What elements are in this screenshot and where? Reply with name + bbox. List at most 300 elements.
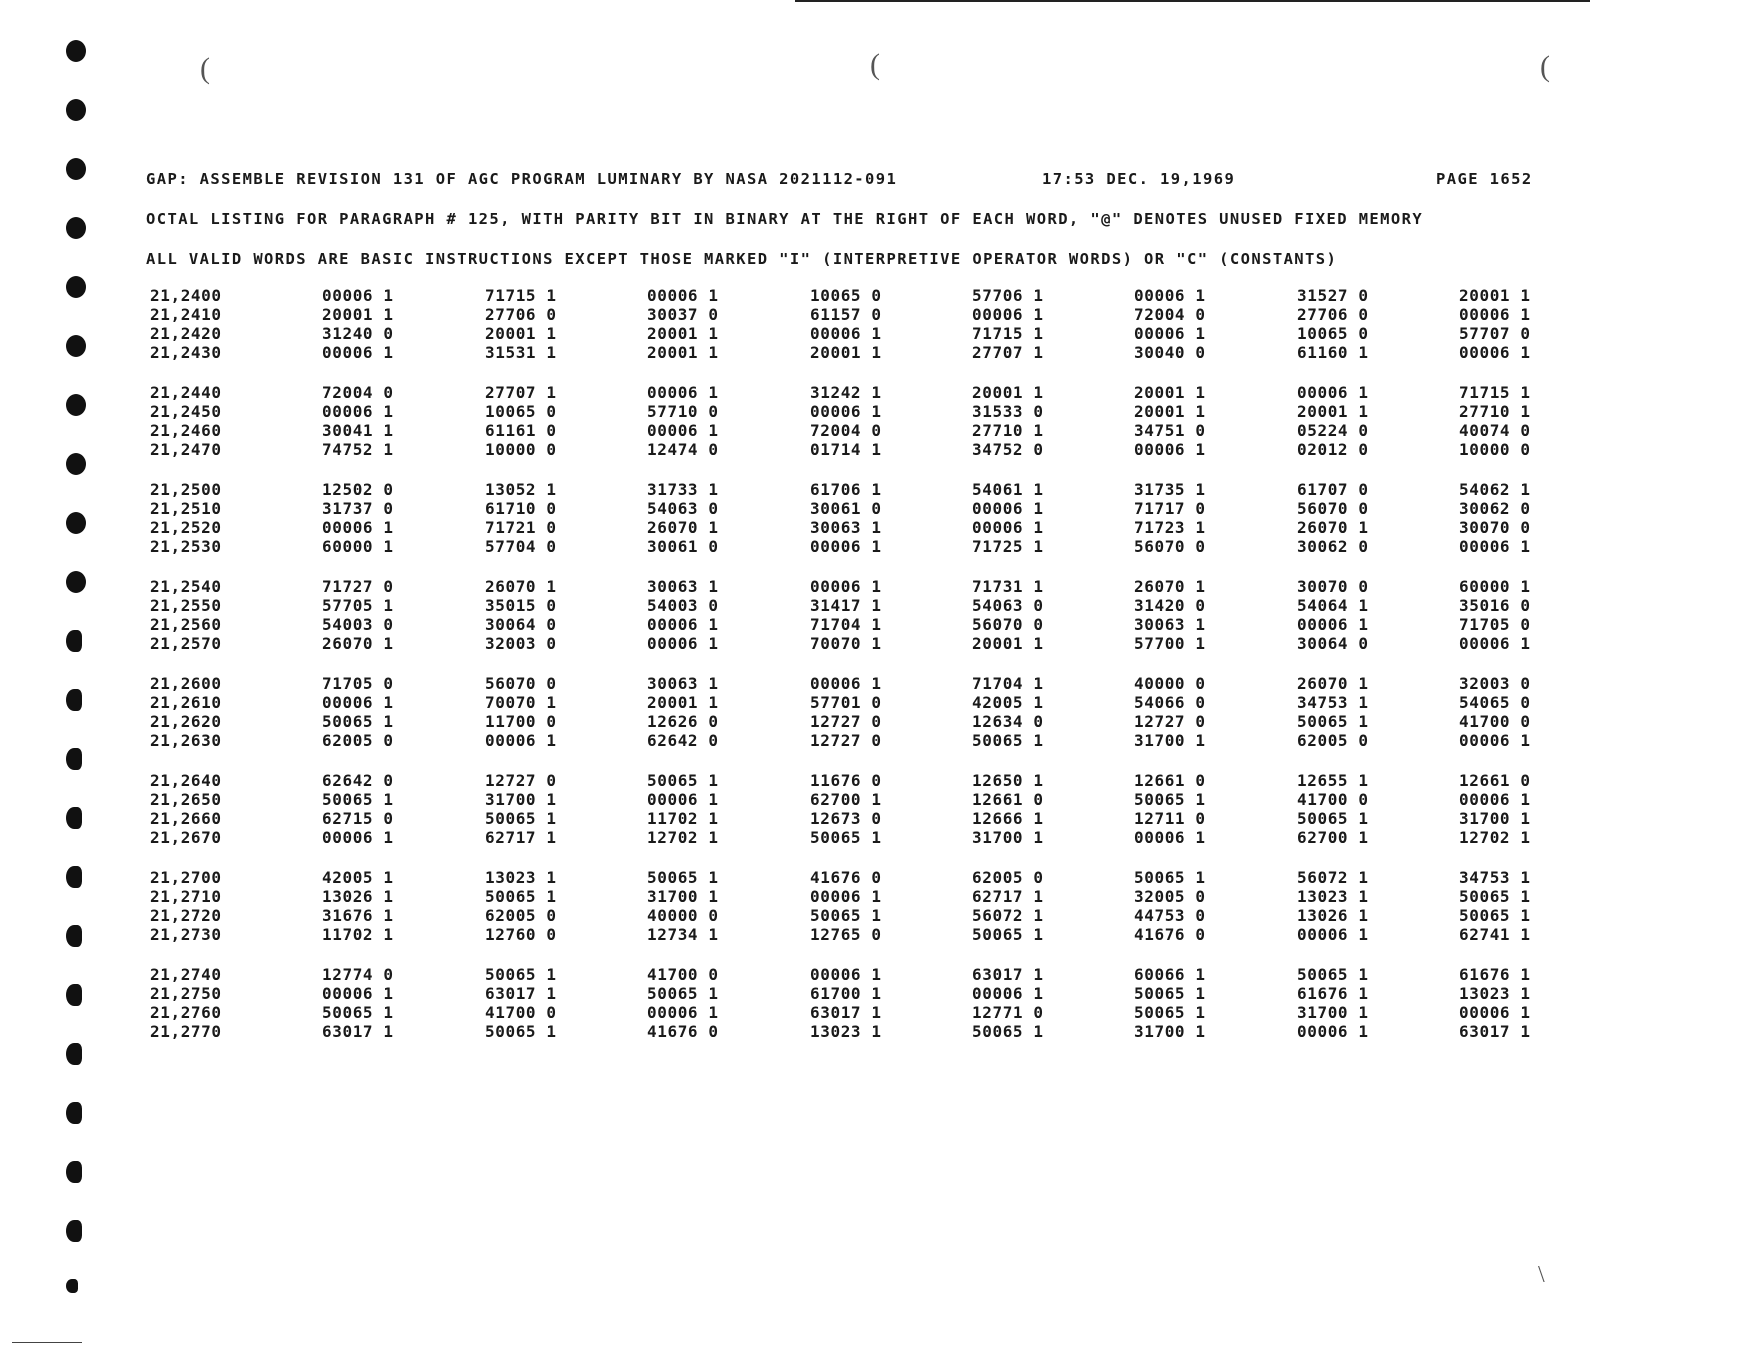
- octal-word: 50065 1: [322, 712, 394, 731]
- memory-address: 21,2650: [150, 790, 222, 809]
- feed-hole: [66, 1043, 82, 1065]
- octal-word: 62005 0: [485, 906, 557, 925]
- octal-word: 60000 1: [1459, 577, 1531, 596]
- feed-hole: [66, 512, 86, 534]
- octal-word: 00006 1: [1134, 324, 1206, 343]
- octal-word: 71704 1: [972, 674, 1044, 693]
- octal-word: 10065 0: [1297, 324, 1369, 343]
- octal-word: 34753 1: [1297, 693, 1369, 712]
- listing-row: [148, 809, 1568, 828]
- octal-word: 12650 1: [972, 771, 1044, 790]
- octal-word: 50065 1: [1297, 965, 1369, 984]
- memory-address: 21,2510: [150, 499, 222, 518]
- octal-word: 00006 1: [1459, 343, 1531, 362]
- octal-word: 61676 1: [1459, 965, 1531, 984]
- octal-word: 30040 0: [1134, 343, 1206, 362]
- octal-word: 50065 1: [1459, 887, 1531, 906]
- assembly-timestamp: 17:53 DEC. 19,1969: [1042, 170, 1236, 188]
- octal-word: 26070 1: [1134, 577, 1206, 596]
- octal-word: 50065 1: [1297, 712, 1369, 731]
- memory-address: 21,2450: [150, 402, 222, 421]
- octal-word: 30064 0: [1297, 634, 1369, 653]
- memory-address: 21,2700: [150, 868, 222, 887]
- octal-word: 71715 1: [972, 324, 1044, 343]
- memory-address: 21,2550: [150, 596, 222, 615]
- octal-word: 00006 1: [1459, 731, 1531, 750]
- octal-word: 00006 1: [1297, 1022, 1369, 1041]
- header-line-3: ALL VALID WORDS ARE BASIC INSTRUCTIONS EXCEPT THOSE MARKED "I" (INTERPRETIVE OPERATOR WORDS) OR "C" (CONSTANTS): [146, 250, 1338, 268]
- octal-word: 54063 0: [972, 596, 1044, 615]
- octal-word: 50065 1: [810, 828, 882, 847]
- listing-block: [148, 674, 1568, 771]
- feed-hole: [66, 1161, 82, 1183]
- octal-word: 20001 1: [1134, 402, 1206, 421]
- feed-hole: [66, 571, 86, 593]
- feed-hole: [66, 748, 82, 770]
- octal-word: 62700 1: [1297, 828, 1369, 847]
- octal-word: 30063 1: [647, 674, 719, 693]
- octal-word: 71727 0: [322, 577, 394, 596]
- octal-word: 05224 0: [1297, 421, 1369, 440]
- octal-word: 00006 1: [322, 402, 394, 421]
- octal-word: 62741 1: [1459, 925, 1531, 944]
- octal-word: 00006 1: [1459, 1003, 1531, 1022]
- octal-word: 41676 0: [647, 1022, 719, 1041]
- octal-word: 72004 0: [322, 383, 394, 402]
- listing-row: [148, 383, 1568, 402]
- octal-word: 10000 0: [1459, 440, 1531, 459]
- memory-address: 21,2760: [150, 1003, 222, 1022]
- octal-word: 34751 0: [1134, 421, 1206, 440]
- octal-word: 20001 1: [322, 305, 394, 324]
- octal-word: 00006 1: [647, 421, 719, 440]
- octal-word: 40000 0: [1134, 674, 1206, 693]
- paper-mark: (: [200, 52, 210, 85]
- listing-row: [148, 440, 1568, 459]
- octal-word: 57706 1: [972, 286, 1044, 305]
- listing-row: [148, 634, 1568, 653]
- octal-word: 30063 1: [1134, 615, 1206, 634]
- top-rule: [795, 0, 1590, 2]
- octal-listing: [148, 286, 1568, 1062]
- octal-word: 31700 1: [1297, 1003, 1369, 1022]
- octal-word: 20001 1: [647, 343, 719, 362]
- memory-address: 21,2420: [150, 324, 222, 343]
- octal-word: 71705 0: [322, 674, 394, 693]
- octal-word: 00006 1: [1459, 305, 1531, 324]
- octal-word: 31531 1: [485, 343, 557, 362]
- octal-word: 30061 0: [647, 537, 719, 556]
- listing-block: [148, 480, 1568, 577]
- octal-word: 57704 0: [485, 537, 557, 556]
- octal-word: 54064 1: [1297, 596, 1369, 615]
- octal-word: 11702 1: [647, 809, 719, 828]
- feed-hole: [66, 925, 82, 947]
- octal-word: 26070 1: [647, 518, 719, 537]
- octal-word: 30062 0: [1297, 537, 1369, 556]
- octal-word: 00006 1: [1459, 537, 1531, 556]
- octal-word: 61157 0: [810, 305, 882, 324]
- octal-word: 13023 1: [810, 1022, 882, 1041]
- octal-word: 50065 1: [972, 1022, 1044, 1041]
- listing-row: [148, 480, 1568, 499]
- octal-word: 41700 0: [647, 965, 719, 984]
- octal-word: 56070 0: [1134, 537, 1206, 556]
- octal-word: 41676 0: [810, 868, 882, 887]
- octal-word: 71704 1: [810, 615, 882, 634]
- listing-block: [148, 286, 1568, 383]
- octal-word: 12673 0: [810, 809, 882, 828]
- paper-mark: \: [1538, 1262, 1545, 1288]
- octal-word: 11702 1: [322, 925, 394, 944]
- octal-word: 62717 1: [485, 828, 557, 847]
- feed-hole: [66, 1220, 82, 1242]
- octal-word: 34752 0: [972, 440, 1044, 459]
- octal-word: 12711 0: [1134, 809, 1206, 828]
- octal-word: 50065 1: [647, 771, 719, 790]
- octal-word: 31700 1: [1459, 809, 1531, 828]
- octal-word: 31676 1: [322, 906, 394, 925]
- octal-word: 61710 0: [485, 499, 557, 518]
- listing-row: [148, 577, 1568, 596]
- bottom-rule: [12, 1342, 82, 1343]
- octal-word: 57707 0: [1459, 324, 1531, 343]
- octal-word: 31737 0: [322, 499, 394, 518]
- octal-word: 30061 0: [810, 499, 882, 518]
- octal-word: 31700 1: [485, 790, 557, 809]
- memory-address: 21,2530: [150, 537, 222, 556]
- paper-mark: (: [870, 48, 880, 81]
- octal-word: 54065 0: [1459, 693, 1531, 712]
- octal-word: 41700 0: [1297, 790, 1369, 809]
- header-line-1: [146, 170, 1533, 188]
- octal-word: 61707 0: [1297, 480, 1369, 499]
- octal-word: 71705 0: [1459, 615, 1531, 634]
- listing-row: [148, 925, 1568, 944]
- octal-word: 12727 0: [810, 712, 882, 731]
- octal-word: 35016 0: [1459, 596, 1531, 615]
- memory-address: 21,2660: [150, 809, 222, 828]
- octal-word: 27707 1: [972, 343, 1044, 362]
- feed-hole: [66, 689, 82, 711]
- listing-row: [148, 731, 1568, 750]
- octal-word: 30070 0: [1459, 518, 1531, 537]
- listing-row: [148, 674, 1568, 693]
- octal-word: 00006 1: [322, 693, 394, 712]
- octal-word: 62715 0: [322, 809, 394, 828]
- octal-word: 00006 1: [322, 828, 394, 847]
- octal-word: 00006 1: [1297, 383, 1369, 402]
- octal-word: 50065 1: [485, 965, 557, 984]
- octal-word: 00006 1: [972, 984, 1044, 1003]
- octal-word: 54061 1: [972, 480, 1044, 499]
- listing-row: [148, 518, 1568, 537]
- listing-row: [148, 693, 1568, 712]
- feed-hole: [66, 866, 82, 888]
- octal-word: 12727 0: [810, 731, 882, 750]
- octal-word: 10065 0: [485, 402, 557, 421]
- octal-word: 41700 0: [485, 1003, 557, 1022]
- octal-word: 50065 1: [972, 925, 1044, 944]
- assembly-title: GAP: ASSEMBLE REVISION 131 OF AGC PROGRAM LUMINARY BY NASA 2021112-091: [146, 170, 898, 188]
- octal-word: 26070 1: [322, 634, 394, 653]
- octal-word: 20001 1: [810, 343, 882, 362]
- octal-word: 54066 0: [1134, 693, 1206, 712]
- octal-word: 63017 1: [485, 984, 557, 1003]
- octal-word: 63017 1: [972, 965, 1044, 984]
- octal-word: 62700 1: [810, 790, 882, 809]
- listing-row: [148, 305, 1568, 324]
- octal-word: 61700 1: [810, 984, 882, 1003]
- memory-address: 21,2540: [150, 577, 222, 596]
- octal-word: 00006 1: [1134, 440, 1206, 459]
- octal-word: 13026 1: [322, 887, 394, 906]
- octal-word: 61676 1: [1297, 984, 1369, 1003]
- octal-word: 31533 0: [972, 402, 1044, 421]
- octal-word: 11676 0: [810, 771, 882, 790]
- header-line-2: OCTAL LISTING FOR PARAGRAPH # 125, WITH PARITY BIT IN BINARY AT THE RIGHT OF EACH WORD, "@" DENOTES UNUSED FIXED MEMORY: [146, 210, 1424, 228]
- octal-word: 00006 1: [810, 965, 882, 984]
- octal-word: 27706 0: [485, 305, 557, 324]
- feed-hole: [66, 1102, 82, 1124]
- octal-word: 00006 1: [322, 518, 394, 537]
- octal-word: 44753 0: [1134, 906, 1206, 925]
- memory-address: 21,2430: [150, 343, 222, 362]
- octal-word: 32003 0: [485, 634, 557, 653]
- feed-hole: [66, 807, 82, 829]
- listing-row: [148, 828, 1568, 847]
- octal-word: 26070 1: [485, 577, 557, 596]
- memory-address: 21,2640: [150, 771, 222, 790]
- listing-row: [148, 771, 1568, 790]
- octal-word: 12634 0: [972, 712, 1044, 731]
- octal-word: 31700 1: [1134, 1022, 1206, 1041]
- octal-word: 32003 0: [1459, 674, 1531, 693]
- paper-mark: (: [1540, 50, 1550, 83]
- page-number: PAGE 1652: [1436, 170, 1533, 188]
- listing-block: [148, 577, 1568, 674]
- octal-word: 71715 1: [1459, 383, 1531, 402]
- octal-word: 12661 0: [972, 790, 1044, 809]
- memory-address: 21,2500: [150, 480, 222, 499]
- octal-word: 63017 1: [810, 1003, 882, 1022]
- octal-word: 00006 1: [647, 383, 719, 402]
- octal-word: 00006 1: [810, 577, 882, 596]
- octal-word: 20001 1: [972, 634, 1044, 653]
- feed-hole: [66, 217, 86, 239]
- octal-word: 00006 1: [972, 305, 1044, 324]
- octal-word: 42005 1: [972, 693, 1044, 712]
- octal-word: 20001 1: [1134, 383, 1206, 402]
- feed-hole: [66, 394, 86, 416]
- octal-word: 31242 1: [810, 383, 882, 402]
- octal-word: 12666 1: [972, 809, 1044, 828]
- octal-word: 50065 1: [485, 1022, 557, 1041]
- octal-word: 00006 1: [972, 499, 1044, 518]
- octal-word: 71717 0: [1134, 499, 1206, 518]
- feed-hole: [66, 453, 86, 475]
- octal-word: 61160 1: [1297, 343, 1369, 362]
- octal-word: 00006 1: [322, 286, 394, 305]
- octal-word: 26070 1: [1297, 674, 1369, 693]
- octal-word: 70070 1: [485, 693, 557, 712]
- memory-address: 21,2620: [150, 712, 222, 731]
- octal-word: 27710 1: [972, 421, 1044, 440]
- octal-word: 50065 1: [1459, 906, 1531, 925]
- octal-word: 35015 0: [485, 596, 557, 615]
- octal-word: 54063 0: [647, 499, 719, 518]
- octal-word: 13023 1: [1459, 984, 1531, 1003]
- octal-word: 27707 1: [485, 383, 557, 402]
- octal-word: 00006 1: [972, 518, 1044, 537]
- octal-word: 50065 1: [647, 868, 719, 887]
- octal-word: 62005 0: [322, 731, 394, 750]
- octal-word: 12727 0: [1134, 712, 1206, 731]
- octal-word: 02012 0: [1297, 440, 1369, 459]
- listing-row: [148, 965, 1568, 984]
- octal-word: 30064 0: [485, 615, 557, 634]
- octal-word: 50065 1: [1134, 790, 1206, 809]
- octal-word: 20001 1: [647, 693, 719, 712]
- octal-word: 12765 0: [810, 925, 882, 944]
- octal-word: 62642 0: [647, 731, 719, 750]
- octal-word: 30041 1: [322, 421, 394, 440]
- octal-word: 31700 1: [972, 828, 1044, 847]
- octal-word: 00006 1: [647, 1003, 719, 1022]
- octal-word: 60066 1: [1134, 965, 1206, 984]
- listing-block: [148, 868, 1568, 965]
- octal-word: 50065 1: [485, 809, 557, 828]
- octal-word: 50065 1: [1134, 984, 1206, 1003]
- octal-word: 00006 1: [647, 615, 719, 634]
- octal-word: 12655 1: [1297, 771, 1369, 790]
- octal-word: 40074 0: [1459, 421, 1531, 440]
- octal-word: 31240 0: [322, 324, 394, 343]
- octal-word: 56070 0: [485, 674, 557, 693]
- octal-word: 72004 0: [1134, 305, 1206, 324]
- octal-word: 12502 0: [322, 480, 394, 499]
- octal-word: 00006 1: [485, 731, 557, 750]
- listing-row: [148, 499, 1568, 518]
- octal-word: 13052 1: [485, 480, 557, 499]
- octal-word: 31527 0: [1297, 286, 1369, 305]
- octal-word: 57710 0: [647, 402, 719, 421]
- octal-word: 27710 1: [1459, 402, 1531, 421]
- octal-word: 60000 1: [322, 537, 394, 556]
- octal-word: 10065 0: [810, 286, 882, 305]
- octal-word: 57701 0: [810, 693, 882, 712]
- memory-address: 21,2470: [150, 440, 222, 459]
- memory-address: 21,2770: [150, 1022, 222, 1041]
- listing-row: [148, 790, 1568, 809]
- octal-word: 12771 0: [972, 1003, 1044, 1022]
- octal-word: 00006 1: [810, 674, 882, 693]
- octal-word: 00006 1: [810, 887, 882, 906]
- octal-word: 56072 1: [972, 906, 1044, 925]
- octal-word: 11700 0: [485, 712, 557, 731]
- octal-word: 50065 1: [1134, 1003, 1206, 1022]
- listing-row: [148, 596, 1568, 615]
- octal-word: 71715 1: [485, 286, 557, 305]
- octal-word: 00006 1: [322, 984, 394, 1003]
- octal-word: 00006 1: [1134, 828, 1206, 847]
- octal-word: 13023 1: [485, 868, 557, 887]
- feed-hole: [66, 158, 86, 180]
- octal-word: 31420 0: [1134, 596, 1206, 615]
- octal-word: 50065 1: [322, 1003, 394, 1022]
- memory-address: 21,2630: [150, 731, 222, 750]
- octal-word: 56072 1: [1297, 868, 1369, 887]
- octal-word: 74752 1: [322, 440, 394, 459]
- octal-word: 10000 0: [485, 440, 557, 459]
- octal-word: 31733 1: [647, 480, 719, 499]
- octal-word: 62642 0: [322, 771, 394, 790]
- feed-hole: [66, 335, 86, 357]
- octal-word: 57700 1: [1134, 634, 1206, 653]
- feed-hole: [66, 1279, 78, 1293]
- octal-word: 54003 0: [647, 596, 719, 615]
- octal-word: 56070 0: [1297, 499, 1369, 518]
- feed-hole: [66, 630, 82, 652]
- octal-word: 40000 0: [647, 906, 719, 925]
- octal-word: 00006 1: [810, 537, 882, 556]
- octal-word: 54003 0: [322, 615, 394, 634]
- octal-word: 13023 1: [1297, 887, 1369, 906]
- listing-row: [148, 421, 1568, 440]
- listing-row: [148, 1022, 1568, 1041]
- octal-word: 57705 1: [322, 596, 394, 615]
- listing-block: [148, 965, 1568, 1062]
- octal-word: 00006 1: [1297, 925, 1369, 944]
- octal-word: 71723 1: [1134, 518, 1206, 537]
- listing-row: [148, 343, 1568, 362]
- octal-word: 12661 0: [1134, 771, 1206, 790]
- octal-word: 12774 0: [322, 965, 394, 984]
- octal-word: 30062 0: [1459, 499, 1531, 518]
- octal-word: 00006 1: [1134, 286, 1206, 305]
- memory-address: 21,2400: [150, 286, 222, 305]
- memory-address: 21,2560: [150, 615, 222, 634]
- feed-hole: [66, 99, 86, 121]
- octal-word: 50065 1: [1134, 868, 1206, 887]
- octal-word: 31700 1: [1134, 731, 1206, 750]
- octal-word: 26070 1: [1297, 518, 1369, 537]
- memory-address: 21,2440: [150, 383, 222, 402]
- octal-word: 20001 1: [972, 383, 1044, 402]
- octal-word: 71721 0: [485, 518, 557, 537]
- octal-word: 00006 1: [322, 343, 394, 362]
- octal-word: 00006 1: [647, 634, 719, 653]
- octal-word: 62005 0: [1297, 731, 1369, 750]
- octal-word: 00006 1: [1459, 790, 1531, 809]
- octal-word: 34753 1: [1459, 868, 1531, 887]
- octal-word: 63017 1: [1459, 1022, 1531, 1041]
- octal-word: 12727 0: [485, 771, 557, 790]
- octal-word: 71725 1: [972, 537, 1044, 556]
- octal-word: 20001 1: [485, 324, 557, 343]
- listing-row: [148, 984, 1568, 1003]
- memory-address: 21,2740: [150, 965, 222, 984]
- octal-word: 00006 1: [810, 402, 882, 421]
- octal-word: 13026 1: [1297, 906, 1369, 925]
- octal-word: 00006 1: [1297, 615, 1369, 634]
- octal-word: 56070 0: [972, 615, 1044, 634]
- feed-hole: [66, 276, 86, 298]
- memory-address: 21,2720: [150, 906, 222, 925]
- octal-word: 27706 0: [1297, 305, 1369, 324]
- listing-row: [148, 868, 1568, 887]
- octal-word: 50065 1: [810, 906, 882, 925]
